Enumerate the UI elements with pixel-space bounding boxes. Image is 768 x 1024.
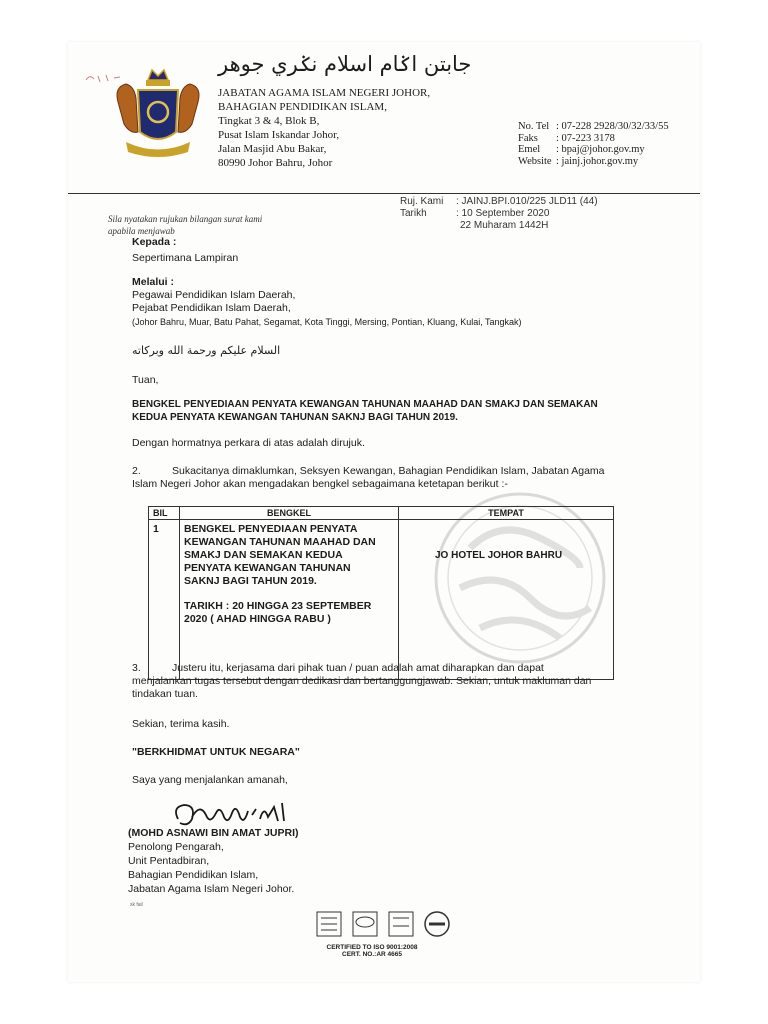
melalui-line: Pegawai Pendidikan Islam Daerah, (132, 289, 296, 301)
ruj-label: Ruj. Kami (400, 196, 444, 207)
signatory-block (128, 826, 299, 896)
melalui-line: (Johor Bahru, Muar, Batu Pahat, Segamat, Kota Tinggi, Mersing, Pontian, Kluang, Kulai, Tangkak) (132, 317, 522, 327)
amanah-text: Saya yang menjalankan amanah, (132, 774, 288, 786)
salutation: Tuan, (132, 374, 159, 386)
signatory-name: (MOHD ASNAWI BIN AMAT JUPRI) (128, 827, 299, 839)
emel-value: : bpaj@johor.gov.my (556, 144, 645, 155)
note-line: Sila nyatakan rujukan bilangan surat kami (108, 214, 263, 224)
melalui-line: Pejabat Pendidikan Islam Daerah, (132, 302, 291, 314)
header-divider (68, 193, 700, 194)
dept-line: BAHAGIAN PENDIDIKAN ISLAM, (218, 101, 387, 113)
tel-value: : 07-228 2928/30/32/33/55 (556, 121, 669, 132)
dept-line: Tingkat 3 & 4, Blok B, (218, 115, 320, 127)
intro-text: Dengan hormatnya perkara di atas adalah dirujuk. (132, 437, 365, 449)
motto: "BERKHIDMAT UNTUK NEGARA" (132, 746, 300, 758)
para2-line2: Islam Negeri Johor akan mengadakan bengkel sebagaimana ketetapan berikut :- (132, 478, 508, 490)
website-label: Website (518, 155, 552, 167)
cert-line: CERTIFIED TO ISO 9001:2008 (326, 944, 418, 951)
contact-block (518, 121, 669, 167)
faks-label: Faks (518, 132, 538, 144)
website-value: : jainj.johor.gov.my (556, 155, 639, 167)
header-bil: BIL (149, 507, 180, 520)
tel-label: No. Tel (518, 121, 550, 132)
dept-line: Jalan Masjid Abu Bakar, (218, 143, 327, 155)
para3-line3: tindakan tuan. (132, 688, 198, 700)
department-address (218, 86, 430, 170)
dept-line: 80990 Johor Bahru, Johor (218, 157, 333, 169)
workshop-table (148, 506, 614, 680)
tarikh-line: TARIKH : 20 HINGGA 23 SEPTEMBER (184, 600, 372, 612)
arabic-department-title: جابتن اݢام اسلام نݢري جوهر (218, 52, 472, 76)
signatory-line: Bahagian Pendidikan Islam, (128, 869, 259, 881)
cell-bil: 1 (149, 520, 180, 680)
salam-arabic: السلام عليكم ورحمة الله وبركاته (132, 344, 281, 357)
kepada-value: Sepertimana Lampiran (132, 252, 239, 264)
certification-logos (315, 908, 455, 947)
para3-line2: menjalankan tugas tersebut dengan dedikasi dan bertanggungjawab. Sekian, untuk makluman dan (132, 675, 592, 687)
faint-marks (84, 70, 124, 82)
kepada-label: Kepada : (132, 236, 177, 248)
bengkel-line: PENYATA KEWANGAN TAHUNAN (184, 562, 351, 574)
sk-fail-note: sk fail (130, 902, 143, 908)
reference-block (400, 196, 598, 232)
kepada-block (132, 236, 238, 265)
cell-tempat: JO HOTEL JOHOR BAHRU (399, 520, 614, 680)
dept-line: JABATAN AGAMA ISLAM NEGERI JOHOR, (218, 87, 431, 99)
melalui-label: Melalui : (132, 276, 175, 288)
tarikh-value: : 10 September 2020 (456, 208, 550, 219)
ruj-value: : JAINJ.BPI.010/225 JLD11 (44) (456, 196, 598, 207)
para3-num: 3. (132, 662, 141, 674)
hijri-date: 22 Muharam 1442H (460, 220, 549, 231)
emel-label: Emel (518, 144, 541, 155)
tarikh-label: Tarikh (400, 208, 427, 219)
signatory-line: Jabatan Agama Islam Negeri Johor. (128, 883, 295, 895)
dept-line: Pusat Islam Iskandar Johor, (218, 129, 340, 141)
bengkel-line: KEWANGAN TAHUNAN MAAHAD DAN (184, 536, 376, 548)
header-tempat: TEMPAT (399, 507, 614, 520)
note-line: apabila menjawab (108, 226, 175, 236)
tarikh-line: 2020 ( AHAD HINGGA RABU ) (184, 613, 331, 625)
faks-value: : 07-223 3178 (556, 132, 615, 144)
para3-line1: Justeru itu, kerjasama dari pihak tuan / puan adalah amat diharapkan dan dapat (172, 662, 544, 674)
cert-line: CERT. NO.:AR 4665 (342, 951, 402, 958)
table-row (149, 520, 614, 680)
subject-line: KEDUA PENYATA KEWANGAN TAHUNAN SAKNJ BAGI TAHUN 2019. (132, 412, 458, 423)
signatory-line: Unit Pentadbiran, (128, 855, 210, 867)
para2-num: 2. (132, 465, 141, 477)
cell-bengkel (180, 520, 399, 680)
iso-certification (322, 944, 422, 958)
para2-line1: Sukacitanya dimaklumkan, Seksyen Kewangan, Bahagian Pendidikan Islam, Jabatan Agama (172, 465, 605, 477)
reference-note (108, 213, 262, 237)
subject (132, 398, 598, 424)
melalui-block (132, 276, 522, 329)
closing-text: Sekian, terima kasih. (132, 718, 230, 730)
bengkel-line: SMAKJ DAN SEMAKAN KEDUA (184, 549, 343, 561)
header-bengkel: BENGKEL (180, 507, 399, 520)
signatory-line: Penolong Pengarah, (128, 841, 224, 853)
bengkel-line: BENGKEL PENYEDIAAN PENYATA (184, 523, 358, 535)
paragraph-3 (132, 662, 632, 701)
subject-line: BENGKEL PENYEDIAAN PENYATA KEWANGAN TAHUNAN MAAHAD DAN SMAKJ DAN SEMAKAN (132, 399, 598, 410)
bengkel-line: SAKNJ BAGI TAHUN 2019. (184, 575, 317, 587)
